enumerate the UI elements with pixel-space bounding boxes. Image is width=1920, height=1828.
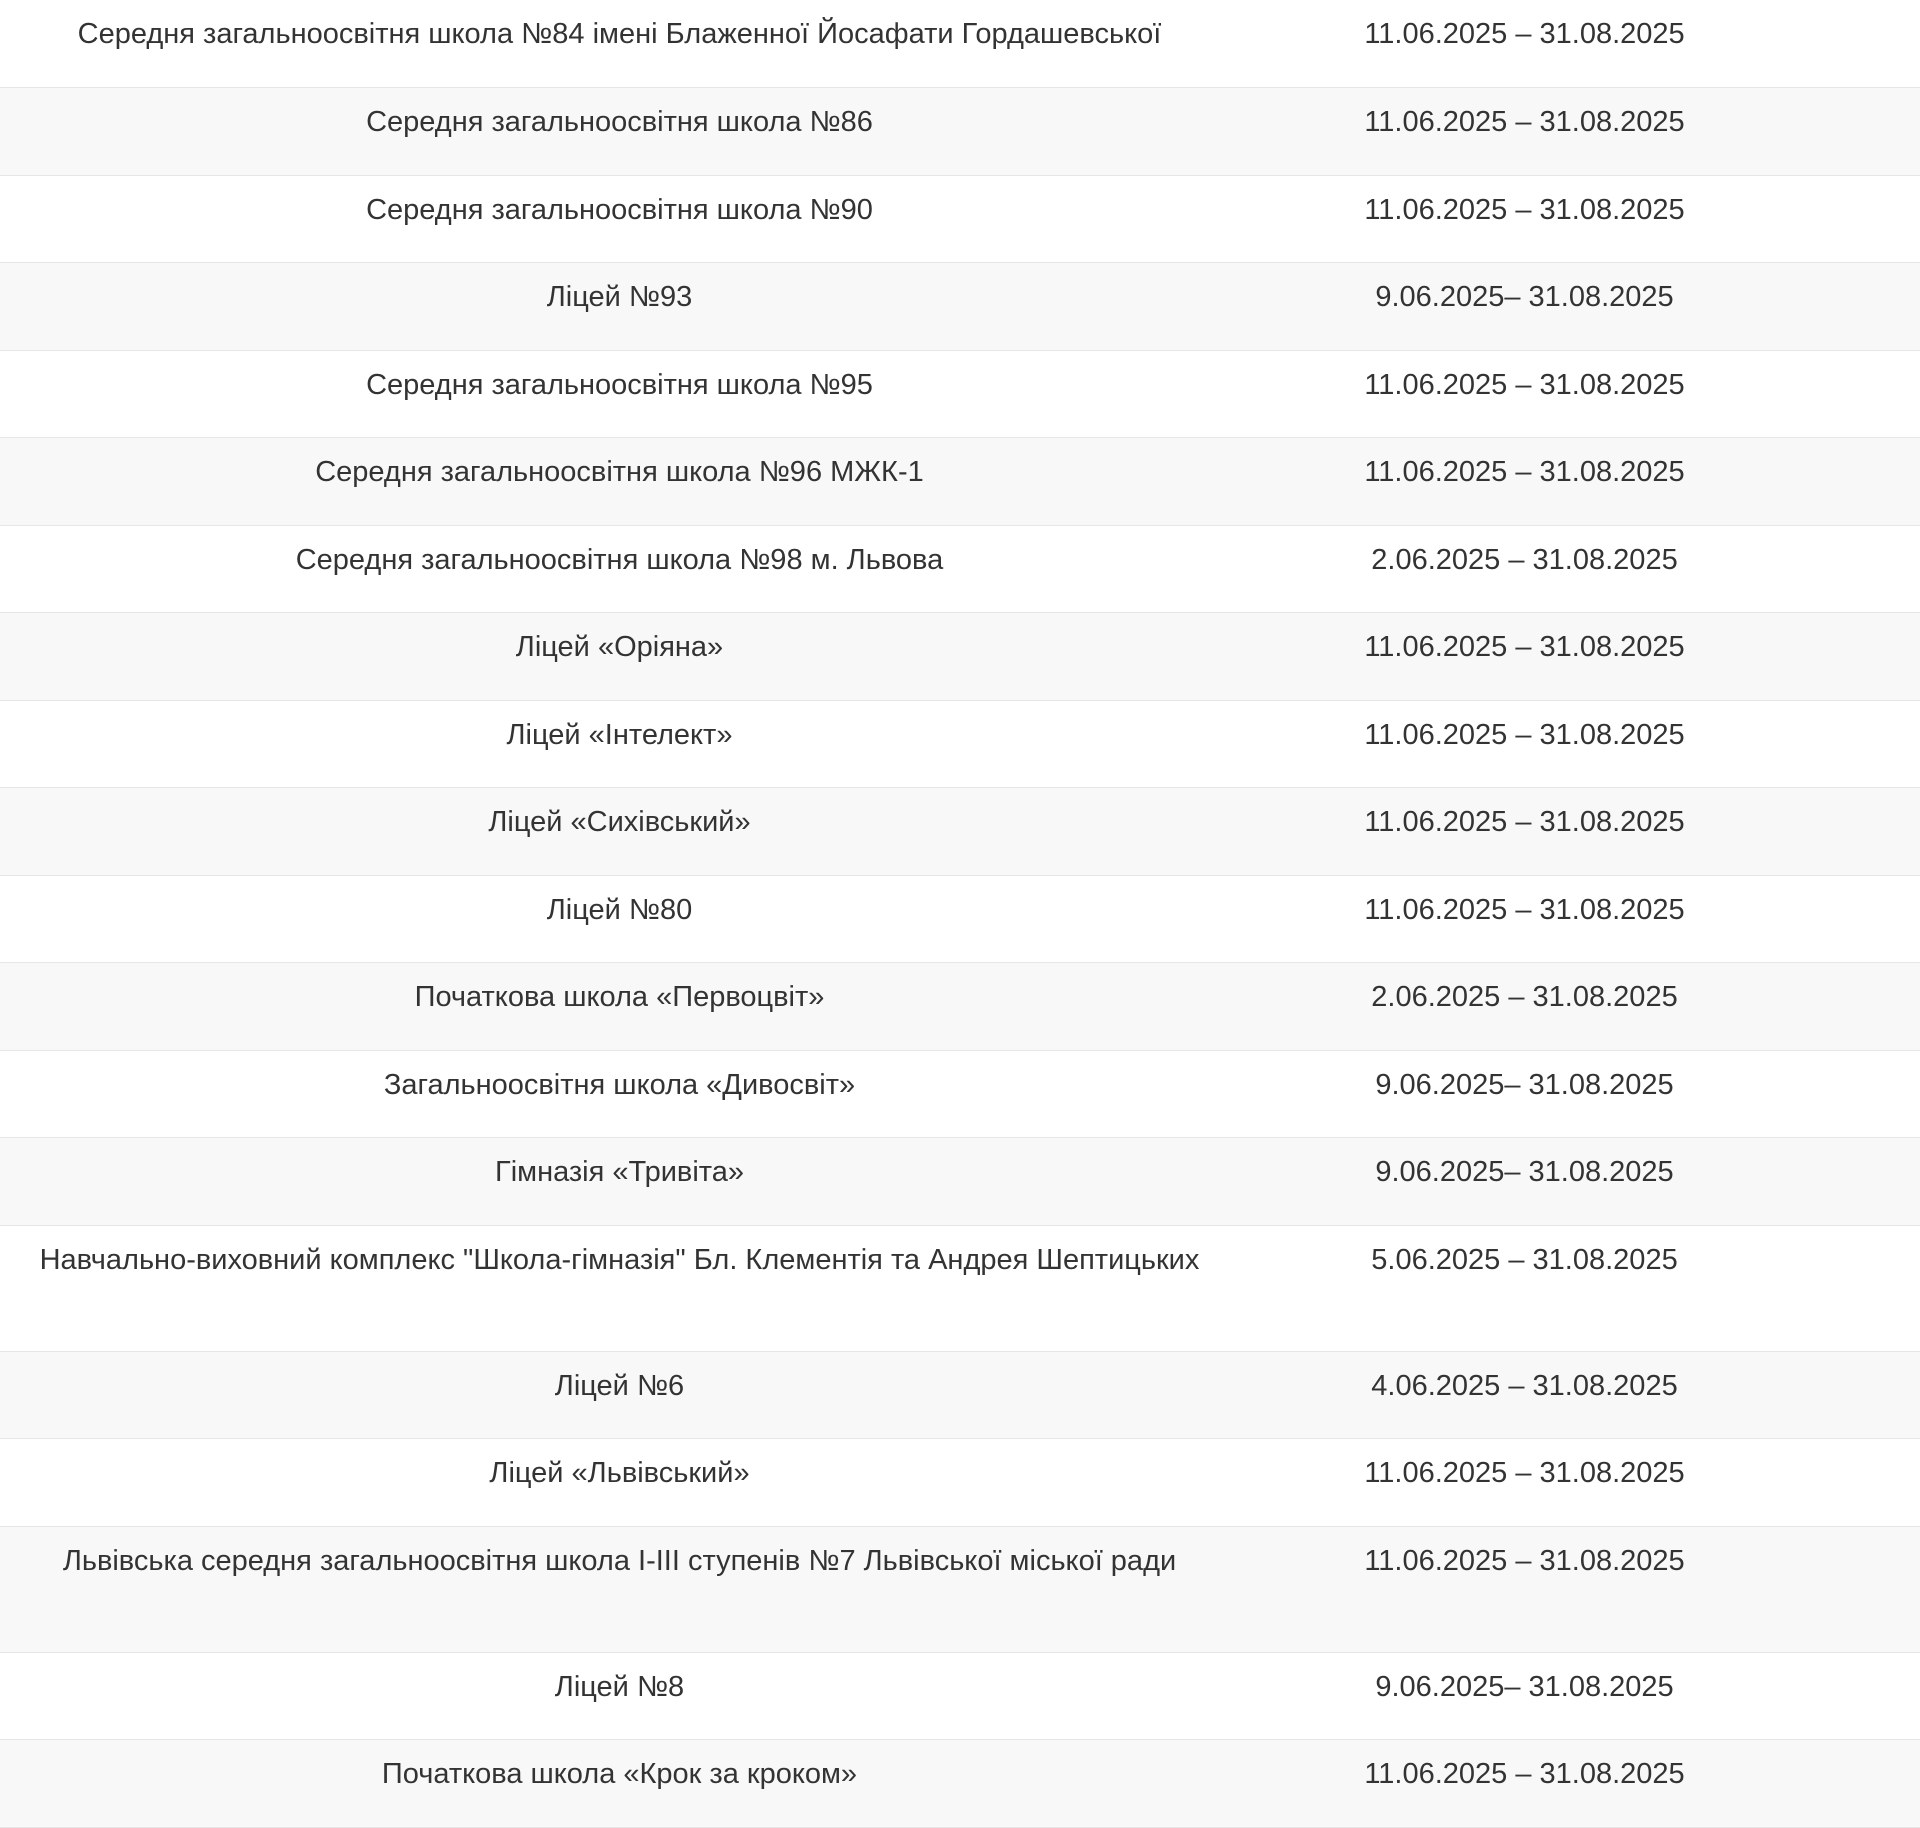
camp-dates-cell: 11.06.2025 – 31.08.2025 — [1364, 456, 1685, 488]
camp-dates-cell: 9.06.2025– 31.08.2025 — [1375, 1670, 1674, 1703]
table-row — [0, 1050, 1920, 1138]
camp-dates-cell: 9.06.2025– 31.08.2025 — [1375, 1156, 1674, 1188]
table-row — [0, 438, 1920, 526]
table-row — [0, 175, 1920, 263]
school-name-cell: Ліцей №93 — [546, 281, 693, 313]
camp-dates-cell: 9.06.2025– 31.08.2025 — [1375, 1068, 1674, 1101]
school-name-cell: Ліцей «Сихівський» — [488, 806, 751, 838]
table-row — [0, 1439, 1920, 1527]
camp-dates-cell: 11.06.2025 – 31.08.2025 — [1364, 1758, 1685, 1790]
table-row — [0, 700, 1920, 788]
camp-dates-cell: 2.06.2025 – 31.08.2025 — [1371, 981, 1678, 1013]
camp-dates-cell: 2.06.2025 – 31.08.2025 — [1371, 543, 1678, 576]
camp-dates-cell: 11.06.2025 – 31.08.2025 — [1364, 18, 1685, 50]
school-name-cell: Ліцей «Львівський» — [489, 1457, 750, 1489]
table-row — [0, 613, 1920, 701]
school-name-cell: Середня загальноосвітня школа №84 імені Блаженної Йосафати Гордашевської — [77, 18, 1162, 50]
table-row — [0, 263, 1920, 351]
camp-dates-cell: 11.06.2025 – 31.08.2025 — [1364, 106, 1685, 138]
table-row — [0, 350, 1920, 438]
school-name-cell: Загальноосвітня школа «Дивосвіт» — [383, 1068, 856, 1101]
school-name-cell: Гімназія «Тривіта» — [494, 1156, 744, 1188]
camp-dates-cell: 11.06.2025 – 31.08.2025 — [1364, 718, 1685, 751]
school-name-cell: Львівська середня загальноосвітня школа І-ІІІ ступенів №7 Львівської міської ради — [62, 1544, 1177, 1577]
school-name-cell: Ліцей «Інтелект» — [506, 718, 733, 751]
table-row — [0, 1225, 1920, 1351]
camp-dates-cell: 11.06.2025 – 31.08.2025 — [1364, 193, 1685, 226]
school-name-cell: Середня загальноосвітня школа №96 МЖК-1 — [315, 456, 924, 488]
school-name-cell: Навчально-виховний комплекс "Школа-гімназія" Бл. Клементія та Андрея Шептицьких — [39, 1243, 1200, 1276]
table-row — [0, 963, 1920, 1051]
school-name-cell: Середня загальноосвітня школа №98 м. Львова — [295, 543, 944, 576]
table-row — [0, 788, 1920, 876]
camp-dates-cell: 5.06.2025 – 31.08.2025 — [1371, 1243, 1678, 1276]
school-name-cell: Середня загальноосвітня школа №95 — [366, 368, 873, 401]
camp-dates-cell: 11.06.2025 – 31.08.2025 — [1364, 631, 1685, 663]
school-name-cell: Початкова школа «Первоцвіт» — [414, 981, 825, 1013]
camp-dates-cell: 11.06.2025 – 31.08.2025 — [1364, 368, 1685, 401]
camp-dates-cell: 11.06.2025 – 31.08.2025 — [1364, 806, 1685, 838]
table-row — [0, 1351, 1920, 1439]
school-name-cell: Ліцей №80 — [546, 893, 693, 926]
school-name-cell: Початкова школа «Крок за кроком» — [381, 1758, 858, 1790]
camp-dates-cell: 4.06.2025 – 31.08.2025 — [1371, 1369, 1678, 1402]
table-row — [0, 525, 1920, 613]
table-row — [0, 1652, 1920, 1740]
camp-dates-cell: 11.06.2025 – 31.08.2025 — [1364, 893, 1685, 926]
school-name-cell: Ліцей №8 — [554, 1670, 685, 1703]
school-name-cell: Середня загальноосвітня школа №86 — [366, 106, 873, 138]
camp-dates-cell: 11.06.2025 – 31.08.2025 — [1364, 1457, 1685, 1489]
school-name-cell: Ліцей «Оріяна» — [515, 631, 724, 663]
table-row — [0, 1526, 1920, 1652]
school-name-cell: Ліцей №6 — [554, 1369, 685, 1402]
table-row — [0, 1740, 1920, 1828]
table-row — [0, 0, 1920, 88]
camp-dates-cell: 11.06.2025 – 31.08.2025 — [1364, 1544, 1685, 1577]
table-row — [0, 1138, 1920, 1226]
table-row — [0, 88, 1920, 176]
table-row — [0, 875, 1920, 963]
camp-dates-cell: 9.06.2025– 31.08.2025 — [1375, 281, 1674, 313]
school-name-cell: Середня загальноосвітня школа №90 — [366, 193, 873, 226]
